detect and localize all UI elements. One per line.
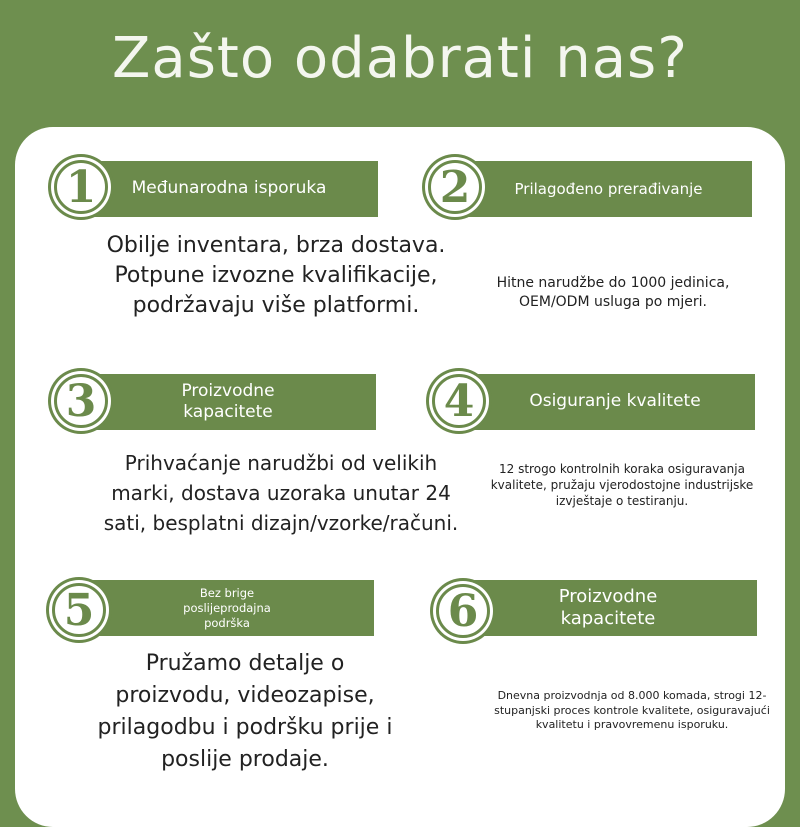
feature-4-title: Osiguranje kvalitete	[529, 391, 701, 412]
feature-5-description: Pružamo detalje o proizvodu, videozapise, prilagodbu i podršku prije i poslije prodaje.	[97, 651, 393, 772]
feature-5-title: Bez brige poslijeprodajna podrška	[183, 585, 271, 630]
page-title: Zašto odabrati nas?	[112, 26, 688, 91]
feature-3-header	[80, 374, 376, 430]
feature-6-header	[459, 580, 757, 636]
feature-6-number-badge	[436, 584, 490, 638]
feature-3-number-badge	[54, 374, 108, 428]
feature-2-description: Hitne narudžbe do 1000 jedinica, OEM/ODM usluga po mjeri.	[496, 275, 730, 310]
feature-3-description: Prihvaćanje narudžbi od velikih marki, dostava uzoraka unutar 24 sati, besplatni dizajn/vzorke/računi.	[103, 451, 459, 535]
feature-1-header	[80, 161, 378, 217]
feature-5-number-badge	[52, 583, 106, 637]
feature-1-description: Obilje inventara, brza dostava. Potpune izvozne kvalifikacije, podržavaju više platformi.	[106, 233, 446, 318]
feature-2-title: Prilagođeno prerađivanje	[514, 179, 703, 198]
feature-2-number-badge	[428, 160, 482, 214]
feature-2-number: 2	[439, 161, 471, 213]
feature-4-description: 12 strogo kontrolnih koraka osiguravanja kvalitete, pružaju vjerodostojne industrijske izvještaje o testiranju.	[490, 462, 754, 508]
feature-5-number: 5	[63, 584, 95, 636]
feature-2-header	[455, 161, 752, 217]
feature-6-title: Proizvodne kapacitete	[558, 585, 658, 629]
feature-4-number-badge	[432, 374, 486, 428]
feature-1-title: Međunarodna isporuka	[131, 178, 327, 199]
feature-3-title: Proizvodne kapacitete	[181, 380, 275, 422]
feature-4-number: 4	[443, 375, 475, 427]
feature-5-header	[80, 580, 374, 636]
feature-6-description: Dnevna proizvodnja od 8.000 komada, strogi 12-stupanjski proces kontrole kvalitete, osiguravajući kvalitetu i pravovremenu isporuku.	[494, 689, 770, 731]
feature-1-number-badge	[54, 160, 108, 214]
feature-4-header	[455, 374, 755, 430]
feature-6-number: 6	[447, 585, 479, 637]
feature-1-number: 1	[65, 161, 97, 213]
feature-3-number: 3	[65, 375, 97, 427]
